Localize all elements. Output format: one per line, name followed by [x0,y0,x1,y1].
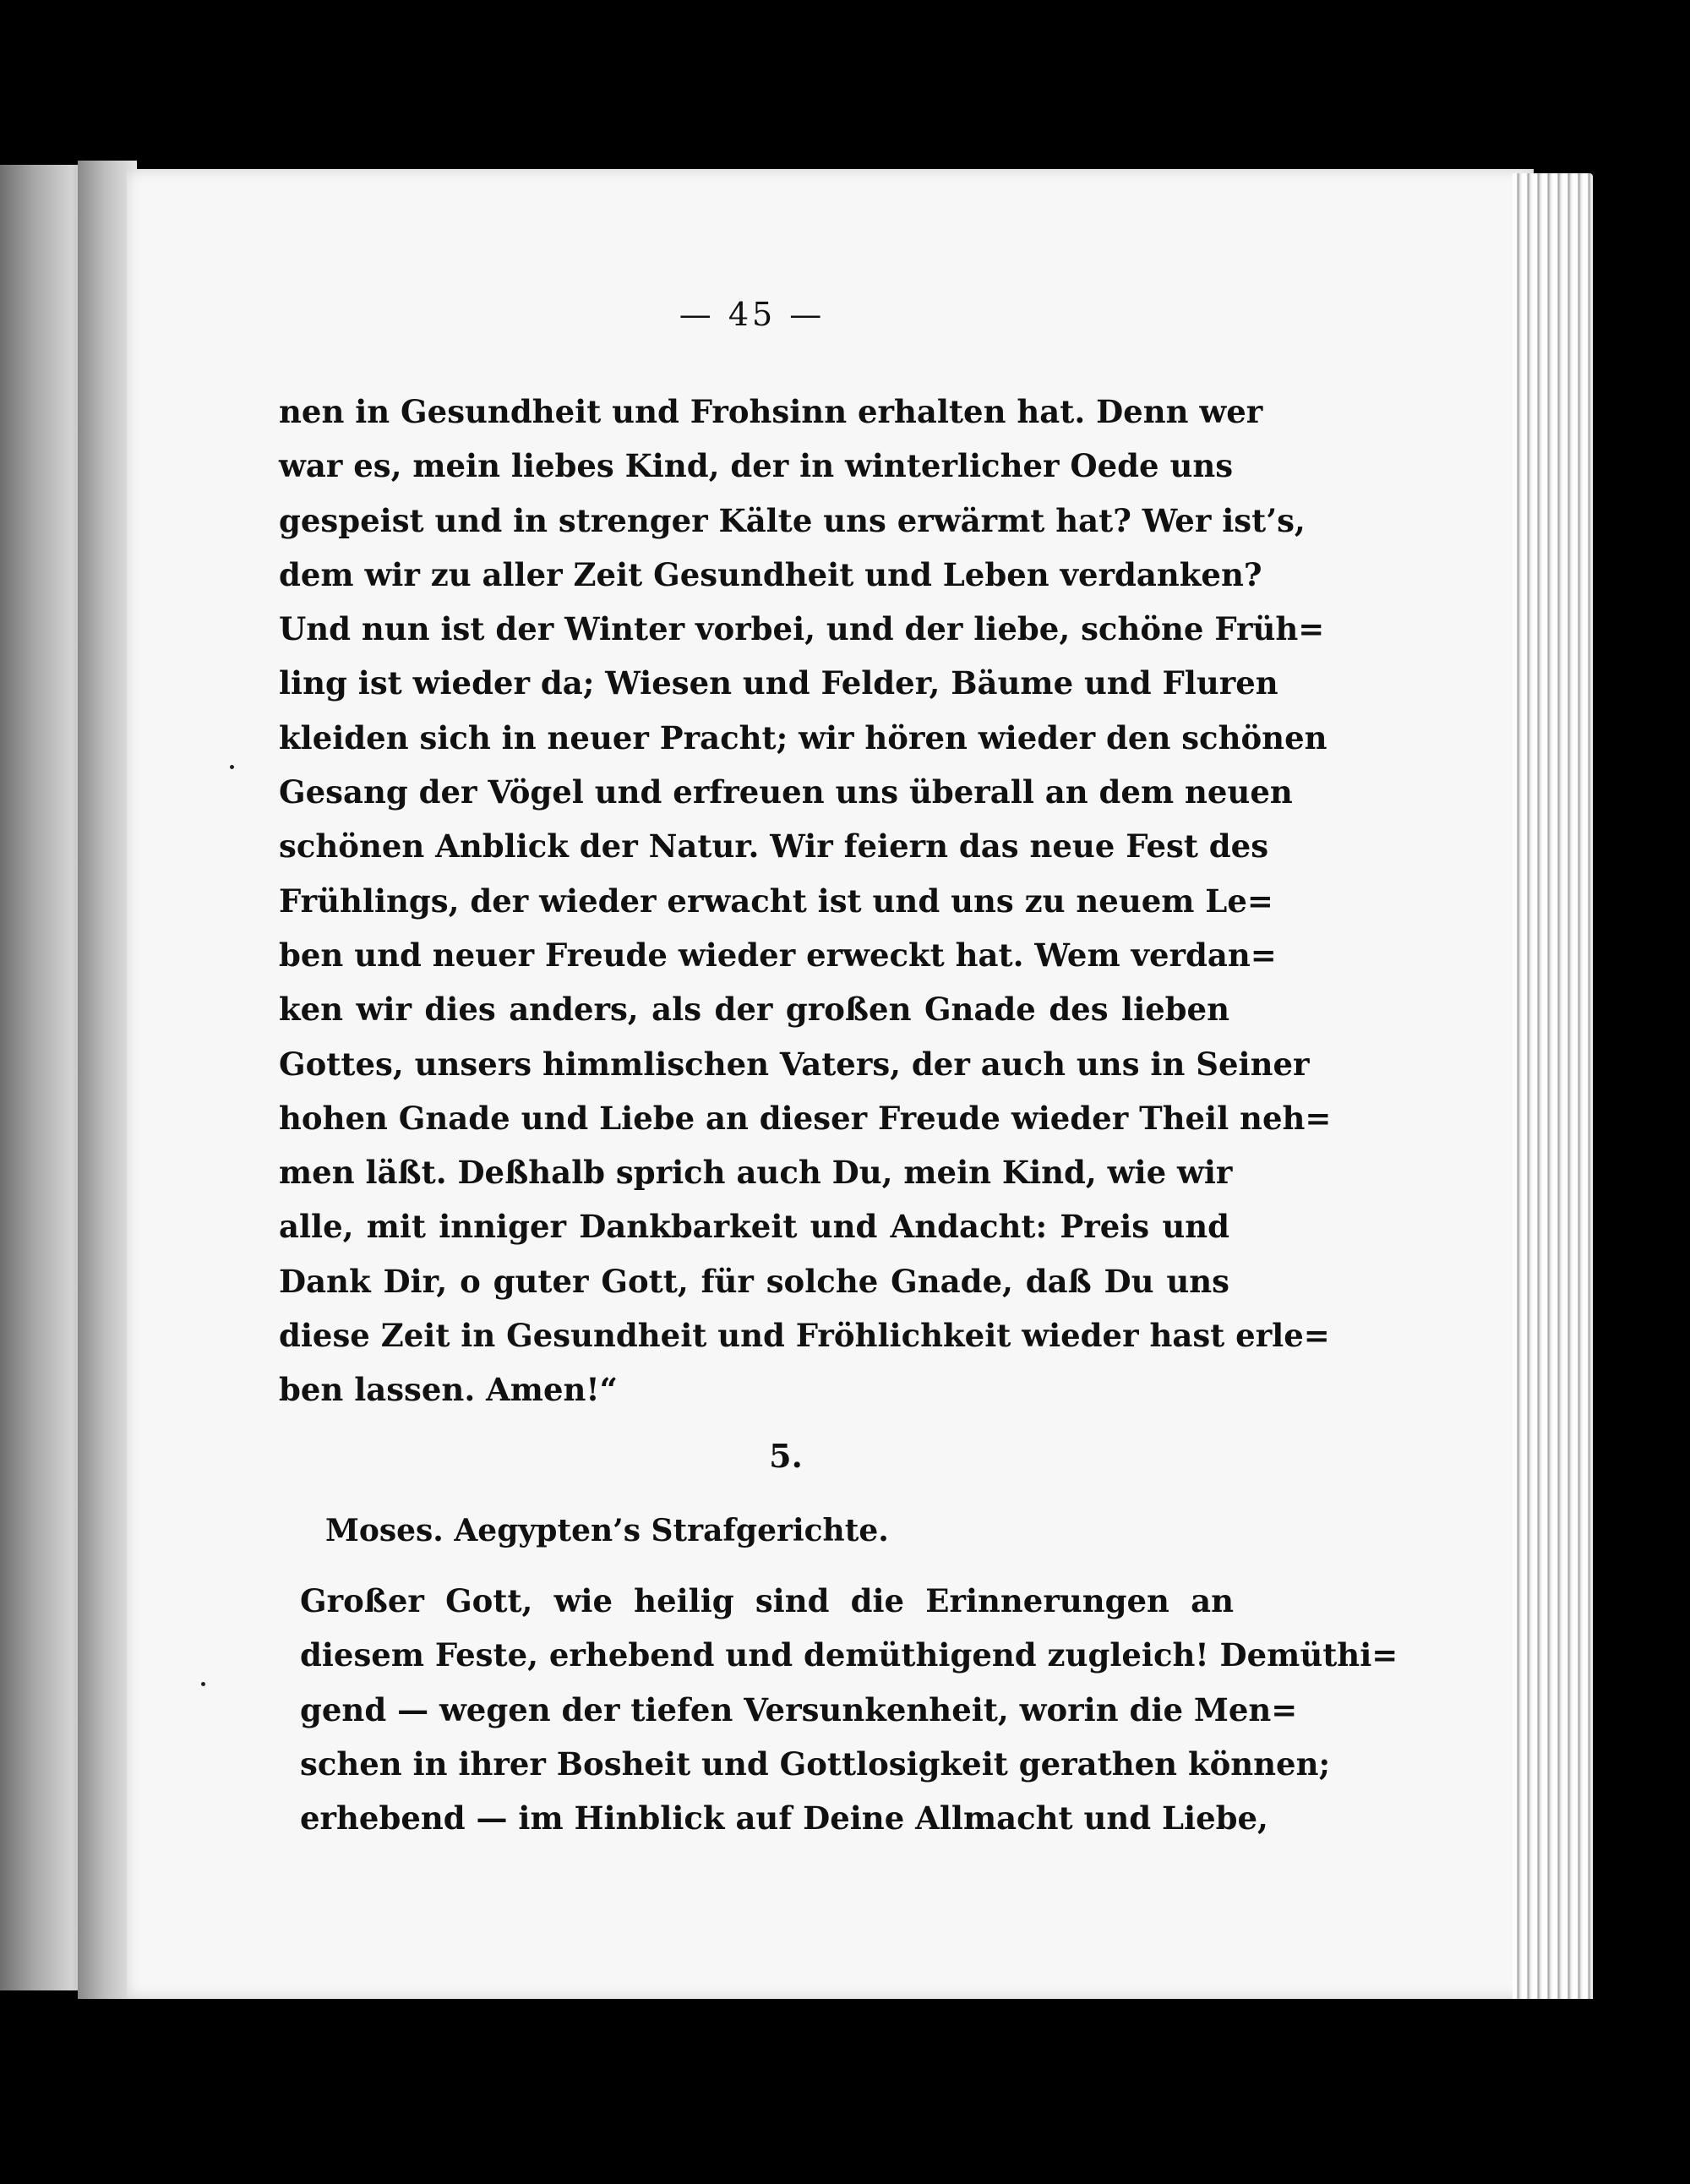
text-line: alle, mit inniger Dankbarkeit und Andacht: Preis und [279,1208,1229,1246]
text-line: Dank Dir, o guter Gott, für solche Gnade, daß Du uns [279,1262,1229,1300]
section-number: 5. [769,1437,803,1475]
text-line: Gottes, unsers himmlischen Vaters, der auch uns in Seiner [279,1045,1310,1083]
section-heading: Moses. Aegypten’s Strafgerichte. [325,1513,889,1548]
text-line: diesem Feste, erhebend und demüthigend zugleich! Demüthi= [300,1636,1398,1674]
text-line: nen in Gesundheit und Frohsinn erhalten hat. Denn wer [279,393,1263,430]
text-line: ling ist wieder da; Wiesen und Felder, Bäume und Fluren [279,664,1278,702]
text-line: diese Zeit in Gesundheit und Fröhlichkeit wieder hast erle= [279,1317,1330,1355]
text-line: Gesang der Vögel und erfreuen uns überall an dem neuen [279,773,1293,811]
text-line: hohen Gnade und Liebe an dieser Freude wieder Theil neh= [279,1099,1332,1137]
page-stack-edges [1513,173,1593,1999]
text-line: ken wir dies anders, als der großen Gnade des lieben [279,991,1229,1029]
text-line: erhebend — im Hinblick auf Deine Allmacht und Liebe, [300,1799,1268,1837]
text-line: dem wir zu aller Zeit Gesundheit und Leben verdanken? [279,555,1262,593]
ink-speck [230,765,234,769]
text-line: Frühlings, der wieder erwacht ist und uns zu neuem Le= [279,882,1273,920]
text-line: gespeist und in strenger Kälte uns erwärmt hat? Wer ist’s, [279,501,1306,539]
text-line: men läßt. Deßhalb sprich auch Du, mein Kind, wie wir [279,1154,1233,1192]
paragraph-2 [300,1574,1398,1845]
text-line: schen in ihrer Bosheit und Gottlosigkeit gerathen können; [300,1744,1331,1783]
text-line: kleiden sich in neuer Pracht; wir hören wieder den schönen [279,718,1327,756]
text-line: gend — wegen der tiefen Versunkenheit, worin die Men= [300,1690,1298,1728]
text-line: schönen Anblick der Natur. Wir feiern das neue Fest des [279,827,1269,865]
text-line: ben und neuer Freude wieder erweckt hat. Wem verdan= [279,936,1277,974]
page-number: — 45 — [679,296,826,333]
text-line: war es, mein liebes Kind, der in winterlicher Oede uns [279,447,1234,485]
text-line: Und nun ist der Winter vorbei, und der liebe, schöne Früh= [279,610,1325,648]
ink-speck [201,1682,205,1686]
text-line: ben lassen. Amen!“ [279,1371,618,1409]
paragraph-1 [279,385,1332,1417]
text-line: Großer Gott, wie heilig sind die Erinnerungen an [300,1582,1234,1619]
